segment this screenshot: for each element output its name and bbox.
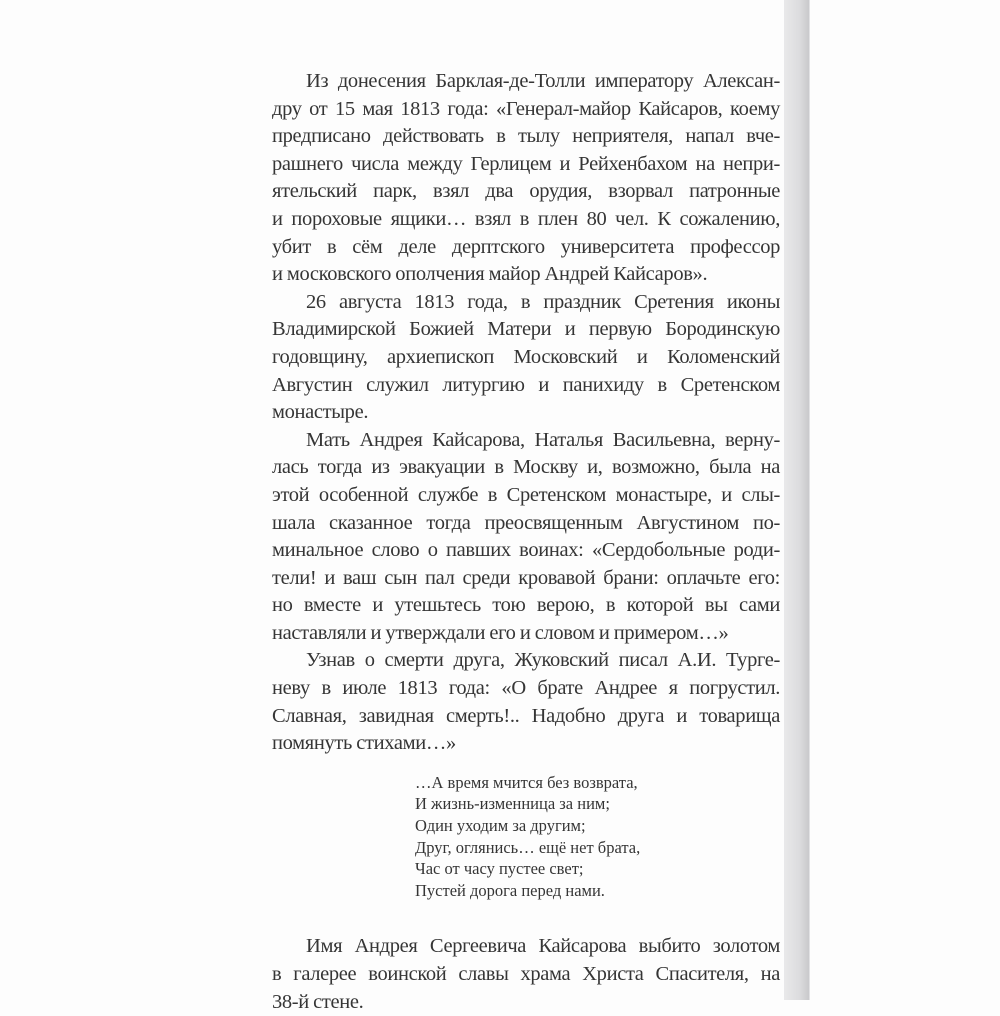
paragraph [272, 289, 780, 427]
text-line: монастыре. [272, 401, 369, 424]
text-line: и пороховые ящики… взял в плен 80 чел. К сожалению, [272, 207, 780, 230]
page-column [272, 0, 780, 1016]
text-line: в галерее воинской славы храма Христа Спасителя, на [272, 963, 780, 985]
poem-line: Друг, оглянись… ещё нет брата, [415, 837, 641, 857]
text-line: тели! и ваш сын пал среди кровавой брани: оплачьте его: [272, 566, 780, 589]
text-line: предписано действовать в тылу неприятеля, напал вче- [272, 125, 780, 148]
text-line: минальное слово о павших воинах: «Сердобольные роди- [272, 539, 780, 562]
poem-line: …А время мчится без возврата, [415, 772, 638, 792]
page-gutter-shadow [784, 0, 810, 1000]
text-line: помянуть стихами…» [272, 732, 456, 755]
text-line: убит в сём деле дерптского университета профессор [272, 235, 780, 258]
paragraph [272, 68, 780, 289]
text-line: годовщину, архиепископ Московский и Коломенский [272, 345, 780, 368]
text-line: ятельский парк, взял два орудия, взорвал патронные [272, 180, 780, 203]
text-line: наставляли и утверждали его и словом и примером…» [272, 621, 729, 644]
poem-line: Час от часу пустее свет; [415, 859, 584, 879]
text-line: 26 августа 1813 года, в праздник Сретения иконы [306, 290, 780, 313]
paragraph [272, 647, 780, 757]
text-line: но вместе и утешьтесь тою верою, в которой вы сами [272, 594, 780, 617]
text-line: и московского ополчения майор Андрей Кайсаров». [272, 263, 708, 286]
text-line: Из донесения Барклая-де-Толли императору Алексан- [306, 70, 780, 92]
text-line: рашнего числа между Герлицем и Рейхенбахом на непри- [272, 152, 780, 175]
text-line: этой особенной службе в Сретенском монастыре, и слы- [272, 483, 780, 506]
text-line: шала сказанное тогда преосвященным Августином по- [272, 511, 780, 534]
poem-line: И жизнь-изменница за ним; [415, 794, 610, 814]
text-line: неву в июле 1813 года: «О брате Андрее я погрустил. [272, 677, 780, 700]
text-line: дру от 15 мая 1813 года: «Генерал-майор Кайсаров, коему [272, 97, 780, 120]
poem-quote [415, 772, 780, 902]
paragraph [272, 427, 780, 648]
paragraph [272, 933, 780, 1016]
text-line: Славная, завидная смерть!.. Надобно друга и товарища [272, 704, 780, 727]
text-line: 38-й стене. [272, 990, 364, 1013]
text-line: Августин служил литургию и панихиду в Сретенском [272, 373, 780, 396]
closing-paragraph [272, 933, 780, 1016]
text-line: Мать Андрея Кайсарова, Наталья Васильевна, верну- [306, 428, 780, 451]
text-line: Узнав о смерти друга, Жуковский писал А.И. Турге- [306, 649, 780, 672]
body-text [272, 68, 780, 758]
poem-line: Один уходим за другим; [415, 816, 586, 836]
text-line: Имя Андрея Сергеевича Кайсарова выбито золотом [306, 935, 780, 958]
text-line: лась тогда из эвакуации в Москву и, возможно, была на [272, 456, 780, 479]
poem-line: Пустей дорога перед нами. [415, 880, 605, 900]
text-line: Владимирской Божией Матери и первую Бородинскую [272, 318, 780, 341]
